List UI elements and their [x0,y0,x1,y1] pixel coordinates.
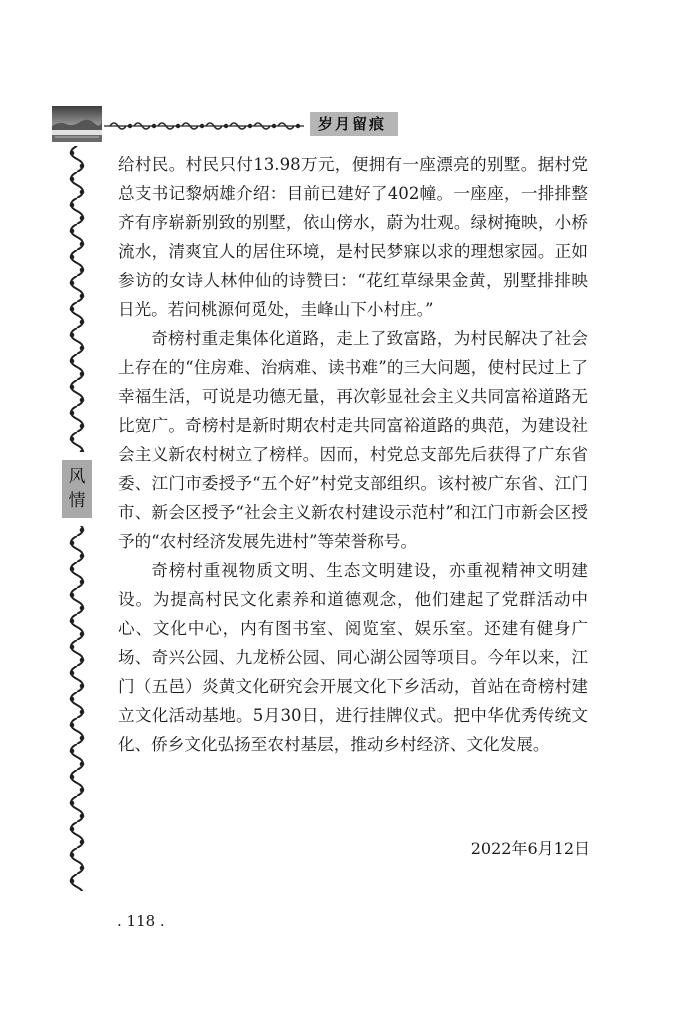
landscape-photo-icon [52,106,102,142]
paragraph: 给村民。村民只付13.98万元，便拥有一座漂亮的别墅。据村党总支书记黎炳雄介绍：目前已建好了402幢。一座座，一排排整齐有序崭新别致的别墅，依山傍水，蔚为壮观。绿树掩映，小桥流水，清爽宜人的居住环境，是村民梦寐以求的理想家园。正如参访的女诗人林仲仙的诗赞曰：“花红草绿果金黄，别墅排排映日光。若问桃源何觅处，圭峰山下小村庄。” [118,155,588,319]
article-date: 2022年6月12日 [470,839,590,858]
paragraph: 奇榜村重视物质文明、生态文明建设，亦重视精神文明建设。为提高村民文化素养和道德观念，他们建起了党群活动中心、文化中心，内有图书室、阅览室、娱乐室。还建有健身广场、奇兴公园、九龙桥公园、同心湖公园等项目。今年以来，江门（五邑）炎黄文化研究会开展文化下乡活动，首站在奇榜村建立文化活动基地。5月30日，进行挂牌仪式。把中华优秀传统文化、侨乡文化弘扬至农村基层，推动乡村经济、文化发展。 [118,561,588,754]
paragraph: 奇榜村重走集体化道路，走上了致富路，为村民解决了社会上存在的“住房难、治病难、读书难”的三大问题，使村民过上了幸福生活，可说是功德无量，再次彰显社会主义共同富裕道路无比宽广。奇榜村是新时期农村走共同富裕道路的典范，为建设社会主义新农村树立了榜样。因而，村党总支部先后获得了广东省委、江门市委授予“五个好”村党支部组织。该村被广东省、江门市、新会区授予“社会主义新农村建设示范村”和江门市新会区授予的“农村经济发展先进村”等荣誉称号。 [118,329,588,551]
side-column [62,146,92,891]
page-number: . 118 . [117,912,165,930]
side-tab-text: 风 情 [68,467,86,511]
section-title: 岁月留痕 [310,112,398,136]
article-body [118,150,588,759]
scroll-ornament-icon [104,118,304,132]
side-tab-label [62,460,92,518]
vine-ornament-icon [66,146,88,891]
